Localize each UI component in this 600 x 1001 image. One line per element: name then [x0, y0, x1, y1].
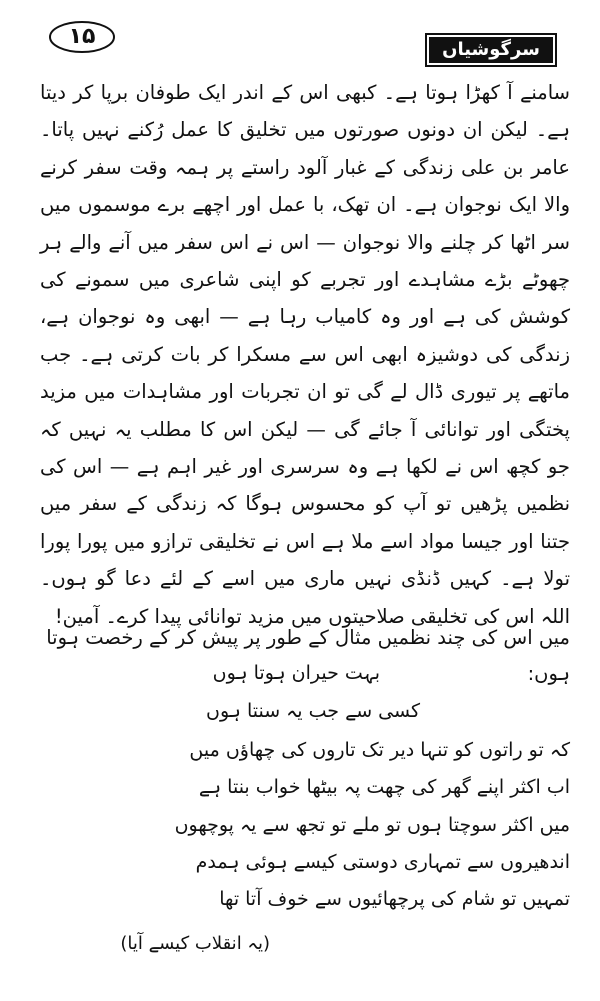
poem-caption: (یہ انقلاب کیسے آیا)	[120, 933, 270, 954]
chapter-title: سرگوشیاں	[442, 39, 540, 60]
poem-intro: میں اس کی چند نظمیں مثال کے طور پر پیش کر کے رخصت ہوتا ہوں:	[46, 626, 570, 685]
poem-line: بہت حیران ہوتا ہوں	[212, 662, 380, 684]
poem-line: اندھیروں سے تمہاری دوستی کیسے ہوئی ہمدم	[195, 851, 570, 873]
page-number-badge	[48, 20, 116, 54]
poem-line: کہ تو راتوں کو تنہا دیر تک تاروں کی چھاؤں میں	[189, 739, 570, 761]
poem-line: تمہیں تو شام کی پرچھائیوں سے خوف آتا تھا	[219, 888, 570, 910]
poem-line: میں اکثر سوچتا ہوں تو ملے تو تجھ سے یہ پوچھوں	[174, 814, 570, 836]
chapter-title-box	[425, 33, 557, 67]
poem-line: اب اکثر اپنے گھر کی چھت پہ بیٹھا خواب بنتا ہے	[198, 776, 570, 798]
body-paragraph: سامنے آ کھڑا ہوتا ہے۔ کبھی اس کے اندر ایک طوفان برپا کر دیتا ہے۔ لیکن ان دونوں صورتوں میں تخلیق کا عمل رُکنے نہیں پاتا۔ عامر بن علی زندگی کے غبار آلود راستے پر ہمہ وقت سفر کرنے والا ایک نوجوان ہے۔ ان تھک، با عمل اور اچھے برے موسموں میں سر اٹھا کر چلنے والا نوجوان — اس نے اس سفر میں آنے والے ہر چھوٹے بڑے مشاہدے اور تجربے کو اپنی شاعری میں سمونے کی کوشش کی ہے اور وہ کامیاب رہا ہے — ابھی وہ نوجوان ہے، زندگی کی دوشیزہ ابھی اس سے مسکرا کر بات کرتی ہے۔ جب ماتھے پر تیوری ڈال لے گی تو ان تجربات اور مشاہدات میں مزید پختگی اور توانائی آ جائے گی — لیکن اس کا مطلب یہ نہیں کہ جو کچھ اس نے لکھا ہے وہ سرسری اور غیر اہم ہے — اس کی نظمیں پڑھیں تو آپ کو محسوس ہوگا کہ زندگی کے سفر میں جتنا اور جیسا مواد اسے ملا ہے اس نے تخلیقی ترازو میں پورا پورا تولا ہے۔ کہیں ڈنڈی نہیں ماری میں اسے کے لئے دعا گو ہوں۔ اللہ اس کی تخلیقی صلاحیتوں میں مزید توانائی پیدا کرے۔ آمین!	[40, 81, 570, 628]
body-paragraph-block	[40, 74, 570, 635]
poem-line: کسی سے جب یہ سنتا ہوں	[206, 700, 420, 722]
page-number: ۱۵	[68, 24, 96, 49]
